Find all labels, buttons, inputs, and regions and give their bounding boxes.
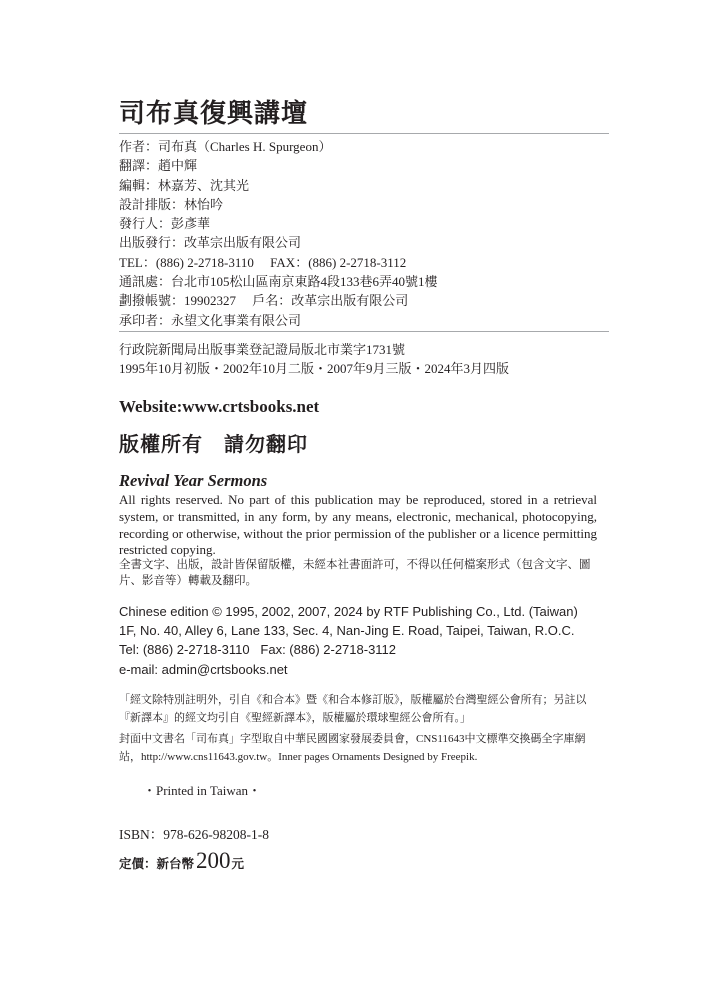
- registration-license: 行政院新聞局出版事業登記證局版北市業字1731號: [119, 342, 406, 357]
- printed-in-taiwan: ・Printed in Taiwan・: [143, 783, 262, 798]
- price-unit: 元: [231, 856, 245, 871]
- edition-copyright: Chinese edition © 1995, 2002, 2007, 2024 by RTF Publishing Co., Ltd. (Taiwan): [119, 604, 578, 619]
- divider-bottom: [119, 331, 609, 332]
- credit-designer: 設計排版：林怡吟: [119, 196, 224, 212]
- rights-reserved-zh: 版權所有 請勿翻印: [119, 434, 308, 456]
- isbn: ISBN：978-626-98208-1-8: [119, 827, 269, 842]
- price: [119, 848, 244, 874]
- credit-translator: 翻譯：趙中輝: [119, 158, 198, 174]
- english-title: Revival Year Sermons: [119, 471, 268, 490]
- bible-source-note: 「經文除特別註明外，引自《和合本》暨《和合本修訂版》，版權屬於台灣聖經公會所有；另註以『新譯本』的經文均引自《聖經新譯本》，版權屬於環球聖經公會所有。」: [119, 694, 587, 724]
- credit-editors: 編輯：林嘉芳、沈其光: [119, 177, 250, 193]
- website-link[interactable]: Website:www.crtsbooks.net: [119, 397, 320, 416]
- price-amount: 200: [196, 848, 231, 873]
- credits-block: [119, 137, 438, 330]
- font-source-note: 封面中文書名「司布真」字型取自中華民國國家發展委員會，CNS11643中文標準交換碼全字庫網站，http://www.cns11643.gov.tw。Inner pages Ornaments Designed by Freepik.: [119, 733, 586, 763]
- edition-address: 1F, No. 40, Alley 6, Lane 133, Sec. 4, Nan-Jing E. Road, Taipei, Taiwan, R.O.C.: [119, 623, 575, 639]
- edition-phone: Tel: (886) 2-2718-3110 Fax: (886) 2-2718-3112: [119, 642, 397, 658]
- chinese-rights-notice: 全書文字、出版，設計皆保留版權，未經本社書面許可，不得以任何檔案形式（包含文字、圖片、影音等）轉載及翻印。: [119, 559, 591, 587]
- credit-publisher: 出版發行：改革宗出版有限公司: [119, 235, 302, 251]
- credit-publisher-person: 發行人：彭彥華: [119, 216, 211, 232]
- credit-author: 作者：司布真（Charles H. Spurgeon）: [119, 139, 332, 154]
- registration-block: [119, 340, 509, 378]
- edition-info: [119, 602, 578, 679]
- price-label: 定價：新台幣: [119, 856, 195, 871]
- credit-printer: 承印者：永望文化事業有限公司: [119, 312, 302, 328]
- credit-account: 劃撥帳號：19902327 戶名：改革宗出版有限公司: [119, 293, 409, 309]
- edition-email[interactable]: e-mail: admin@crtsbooks.net: [119, 661, 288, 677]
- credit-address: 通訊處：台北市105松山區南京東路4段133巷6弄40號1樓: [119, 274, 438, 290]
- book-title: 司布真復興講壇: [119, 99, 309, 128]
- divider-top: [119, 133, 609, 134]
- registration-editions: 1995年10月初版・2002年10月二版・2007年9月三版・2024年3月四版: [119, 361, 510, 376]
- english-rights-notice: All rights reserved. No part of this publication may be reproduced, stored in a retrieval system, or transmitted, in any form, by any means, electronic, mechanical, photocopying, recording or otherwise, without the prior permission of the publisher or a licence permitting restricted copying.: [119, 492, 597, 558]
- credit-phone-fax: TEL：(886) 2-2718-3110 FAX：(886) 2-2718-3112: [119, 254, 407, 270]
